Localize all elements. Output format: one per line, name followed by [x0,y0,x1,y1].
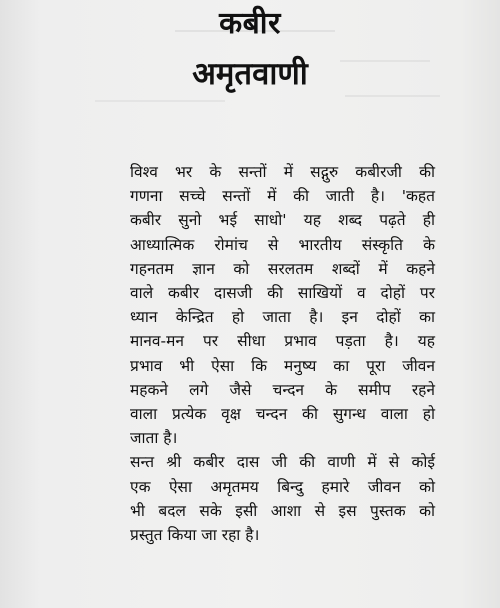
preface-text [130,160,435,547]
text-line: वाले कबीर दासजी की साखियों व दोहों पर [130,284,435,303]
show-through-mark [95,100,225,112]
text-line: भी बदल सके इसी आशा से इस पुस्तक को [130,501,435,520]
page-title-line-2: अमृतवाणी [192,56,308,92]
preface-paragraph-2 [130,450,435,547]
page-title-line-1: कबीर [219,6,281,41]
text-line: महकने लगे जैसे चन्दन के समीप रहने [130,380,435,399]
text-line: कबीर सुनो भई साधो' यह शब्द पढ़ते ही [130,211,435,230]
preface-paragraph-1 [130,160,435,450]
text-line: एक ऐसा अमृतमय बिन्दु हमारे जीवन को [130,477,435,496]
text-line: गहनतम ज्ञान को सरलतम शब्दों में कहने [130,259,435,278]
text-line: वाला प्रत्येक वृक्ष चन्दन की सुगन्ध वाला हो [130,405,435,424]
text-line: सन्त श्री कबीर दास जी की वाणी में से कोई [130,453,435,472]
text-line: मानव-मन पर सीधा प्रभाव पड़ता है। यह [130,332,435,351]
page-title-block [0,6,500,94]
text-line: विश्व भर के सन्तों में सद्गुरु कबीरजी की [130,163,435,181]
text-line: ध्यान केन्द्रित हो जाता है। इन दोहों का [130,308,435,327]
text-line: आध्यात्मिक रोमांच से भारतीय संस्कृति के [130,235,435,254]
show-through-mark [345,95,440,107]
text-line: गणना सच्चे सन्तों में की जाती है। 'कहत [130,187,435,206]
text-line: प्रस्तुत किया जा रहा है। [130,526,260,545]
text-line: जाता है। [130,429,178,448]
text-line: प्रभाव भी ऐसा कि मनुष्य का पूरा जीवन [130,356,435,375]
